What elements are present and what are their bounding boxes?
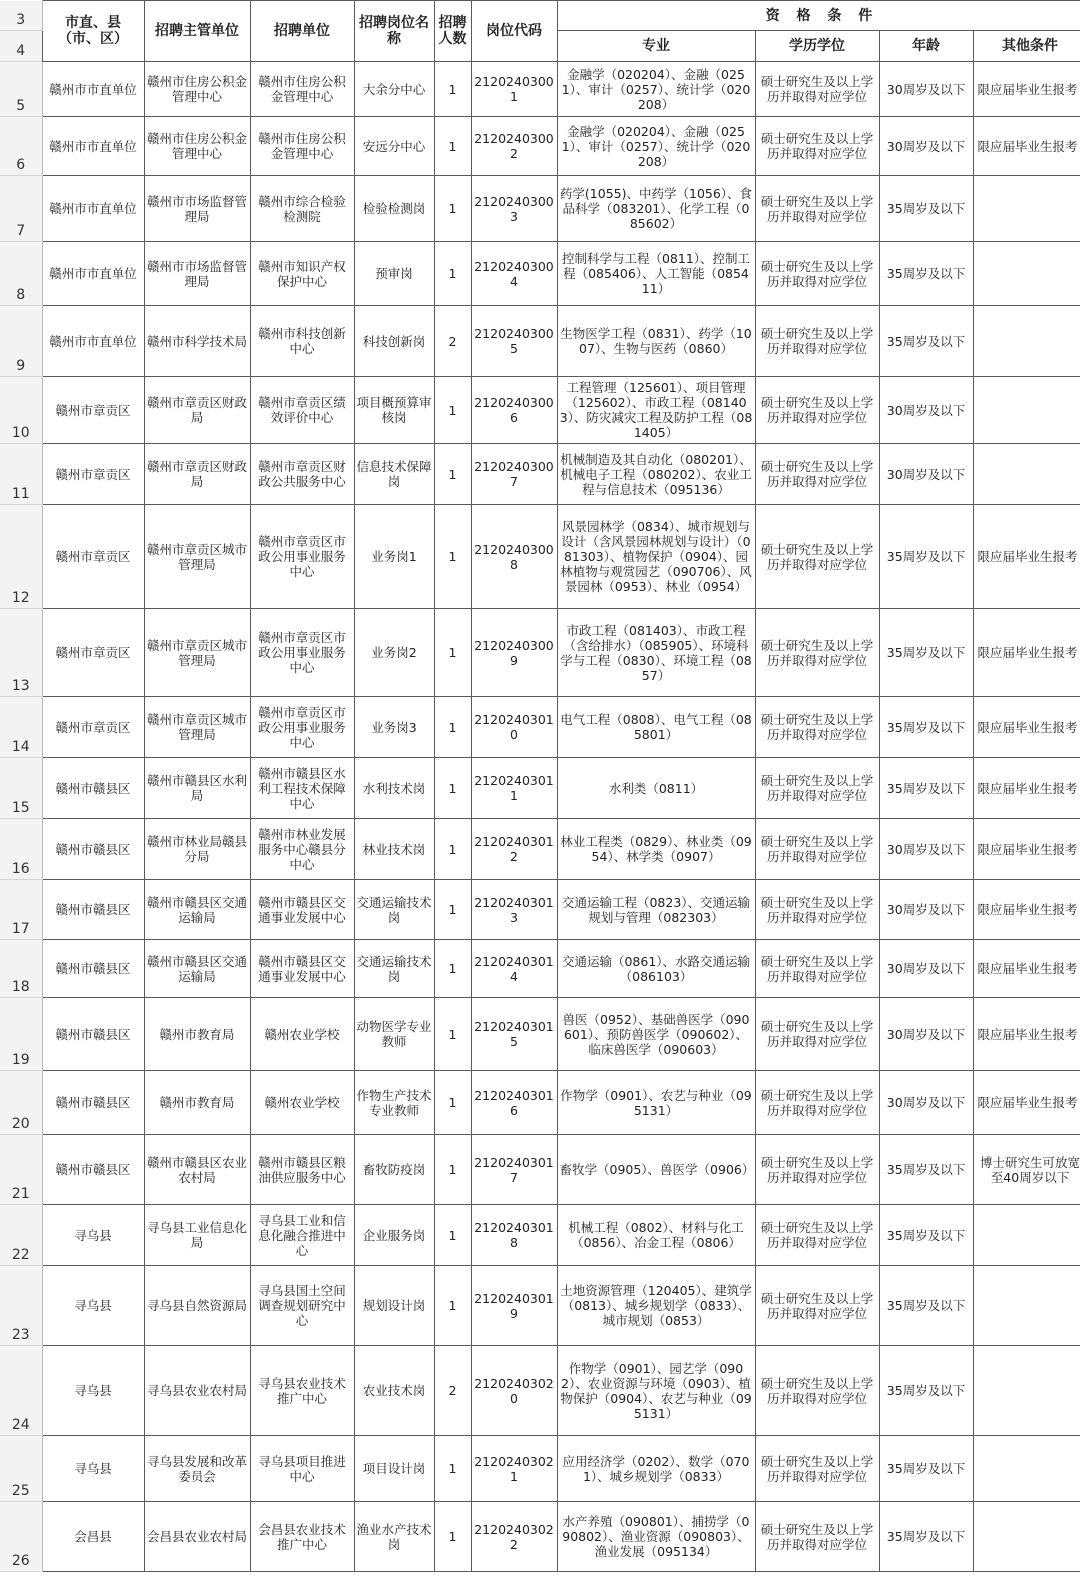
cell-num[interactable]: 1 (434, 1135, 471, 1205)
cell-dept[interactable]: 会昌县农业农村局 (144, 1502, 250, 1572)
cell-unit[interactable]: 赣州市赣县区水利工程技术保障中心 (250, 758, 354, 819)
cell-degree[interactable]: 硕士研究生及以上学历并取得对应学位 (755, 306, 879, 377)
cell-age[interactable]: 35周岁及以下 (879, 1436, 973, 1502)
cell-code[interactable]: 21202403020 (471, 1346, 557, 1436)
cell-other[interactable]: 限应届毕业生报考 (973, 819, 1080, 880)
cell-age[interactable]: 35周岁及以下 (879, 306, 973, 377)
cell-other[interactable] (973, 1266, 1080, 1346)
row-number[interactable]: 5 (0, 62, 42, 117)
cell-other[interactable]: 限应届毕业生报考 (973, 940, 1080, 998)
cell-post[interactable]: 交通运输技术岗 (354, 880, 434, 940)
cell-major[interactable]: 生物医学工程（0831）、药学（1007）、生物与医药（0860） (557, 306, 755, 377)
cell-other[interactable] (973, 1205, 1080, 1266)
cell-age[interactable]: 35周岁及以下 (879, 1502, 973, 1572)
cell-code[interactable]: 21202403010 (471, 697, 557, 758)
row-number[interactable]: 24 (0, 1346, 42, 1436)
cell-unit[interactable]: 赣州市赣县区交通事业发展中心 (250, 880, 354, 940)
table-row (0, 444, 1080, 505)
row-number[interactable]: 4 (0, 31, 42, 62)
cell-post[interactable]: 畜牧防疫岗 (354, 1135, 434, 1205)
cell-num[interactable]: 2 (434, 1346, 471, 1436)
header-code: 岗位代码 (471, 1, 557, 62)
cell-code[interactable]: 21202403003 (471, 176, 557, 242)
cell-major[interactable]: 机械制造及其自动化（080201）、机械电子工程（080202）、农业工程与信息技术（095136） (557, 444, 755, 505)
cell-dept[interactable]: 寻乌县农业农村局 (144, 1346, 250, 1436)
row-number[interactable]: 8 (0, 242, 42, 306)
cell-code[interactable]: 21202403012 (471, 819, 557, 880)
table-row (0, 1266, 1080, 1346)
table-row (0, 1135, 1080, 1205)
cell-num[interactable]: 1 (434, 242, 471, 306)
cell-unit[interactable]: 赣州市章贡区绩效评价中心 (250, 377, 354, 444)
cell-unit[interactable]: 赣州农业学校 (250, 998, 354, 1071)
cell-degree[interactable]: 硕士研究生及以上学历并取得对应学位 (755, 62, 879, 117)
cell-dept[interactable]: 赣州市住房公积金管理中心 (144, 117, 250, 176)
cell-county[interactable]: 赣州市市直单位 (42, 117, 144, 176)
cell-other[interactable]: 限应届毕业生报考 (973, 117, 1080, 176)
row-number[interactable]: 26 (0, 1502, 42, 1572)
cell-degree[interactable]: 硕士研究生及以上学历并取得对应学位 (755, 505, 879, 609)
cell-unit[interactable]: 会昌县农业技术推广中心 (250, 1502, 354, 1572)
row-number[interactable]: 12 (0, 505, 42, 609)
cell-major[interactable]: 作物学（0901）、农艺与种业（095131） (557, 1071, 755, 1135)
cell-post[interactable]: 大余分中心 (354, 62, 434, 117)
cell-age[interactable]: 35周岁及以下 (879, 1346, 973, 1436)
cell-post[interactable]: 农业技术岗 (354, 1346, 434, 1436)
cell-county[interactable]: 赣州市赣县区 (42, 1135, 144, 1205)
cell-age[interactable]: 30周岁及以下 (879, 1071, 973, 1135)
cell-degree[interactable]: 硕士研究生及以上学历并取得对应学位 (755, 242, 879, 306)
cell-dept[interactable]: 赣州市住房公积金管理中心 (144, 62, 250, 117)
cell-county[interactable]: 会昌县 (42, 1502, 144, 1572)
cell-code[interactable]: 21202403014 (471, 940, 557, 998)
cell-unit[interactable]: 赣州市综合检验检测院 (250, 176, 354, 242)
cell-degree[interactable]: 硕士研究生及以上学历并取得对应学位 (755, 1346, 879, 1436)
cell-degree[interactable]: 硕士研究生及以上学历并取得对应学位 (755, 880, 879, 940)
cell-dept[interactable]: 赣州市市场监督管理局 (144, 242, 250, 306)
header-qualifications: 资 格 条 件 (557, 1, 1080, 31)
cell-age[interactable]: 35周岁及以下 (879, 1205, 973, 1266)
cell-post[interactable]: 业务岗1 (354, 505, 434, 609)
cell-dept[interactable]: 赣州市赣县区农业农村局 (144, 1135, 250, 1205)
table-row (0, 377, 1080, 444)
cell-county[interactable]: 赣州市赣县区 (42, 940, 144, 998)
cell-dept[interactable]: 赣州市章贡区城市管理局 (144, 697, 250, 758)
cell-post[interactable]: 检验检测岗 (354, 176, 434, 242)
cell-age[interactable]: 35周岁及以下 (879, 697, 973, 758)
table-row (0, 609, 1080, 697)
cell-code[interactable]: 21202403011 (471, 758, 557, 819)
row-number[interactable]: 21 (0, 1135, 42, 1205)
cell-major[interactable]: 市政工程（081403）、市政工程（含给排水）（085905）、环境科学与工程（0830）、环境工程（0857） (557, 609, 755, 697)
cell-num[interactable]: 1 (434, 998, 471, 1071)
row-number[interactable]: 15 (0, 758, 42, 819)
cell-num[interactable]: 1 (434, 819, 471, 880)
cell-dept[interactable]: 寻乌县自然资源局 (144, 1266, 250, 1346)
row-number[interactable]: 6 (0, 117, 42, 176)
cell-major[interactable]: 风景园林学（0834）、城市规划与设计（含风景园林规划与设计）（081303）、植物保护（0904）、园林植物与观赏园艺（090706）、风景园林（0953）、林业（0954） (557, 505, 755, 609)
cell-other[interactable]: 限应届毕业生报考 (973, 609, 1080, 697)
cell-unit[interactable]: 赣州市住房公积金管理中心 (250, 62, 354, 117)
cell-degree[interactable]: 硕士研究生及以上学历并取得对应学位 (755, 1436, 879, 1502)
cell-code[interactable]: 21202403007 (471, 444, 557, 505)
cell-post[interactable]: 动物医学专业教师 (354, 998, 434, 1071)
header-dept: 招聘主管单位 (144, 1, 250, 62)
cell-code[interactable]: 21202403021 (471, 1436, 557, 1502)
table-row (0, 62, 1080, 117)
cell-major[interactable]: 控制科学与工程（0811）、控制工程（085406）、人工智能（085411） (557, 242, 755, 306)
cell-degree[interactable]: 硕士研究生及以上学历并取得对应学位 (755, 1135, 879, 1205)
cell-other[interactable] (973, 444, 1080, 505)
cell-age[interactable]: 35周岁及以下 (879, 609, 973, 697)
cell-other[interactable]: 博士研究生可放宽至40周岁以下 (973, 1135, 1080, 1205)
header-age: 年龄 (879, 31, 973, 62)
cell-code[interactable]: 21202403018 (471, 1205, 557, 1266)
cell-num[interactable]: 1 (434, 117, 471, 176)
cell-major[interactable]: 林业工程类（0829）、林业类（0954）、林学类（0907） (557, 819, 755, 880)
cell-age[interactable]: 30周岁及以下 (879, 940, 973, 998)
cell-county[interactable]: 寻乌县 (42, 1346, 144, 1436)
cell-post[interactable]: 项目设计岗 (354, 1436, 434, 1502)
cell-unit[interactable]: 赣州市科技创新中心 (250, 306, 354, 377)
cell-other[interactable] (973, 377, 1080, 444)
cell-degree[interactable]: 硕士研究生及以上学历并取得对应学位 (755, 117, 879, 176)
cell-unit[interactable]: 赣州市赣县区交通事业发展中心 (250, 940, 354, 998)
cell-age[interactable]: 35周岁及以下 (879, 1135, 973, 1205)
cell-code[interactable]: 21202403016 (471, 1071, 557, 1135)
cell-unit[interactable]: 寻乌县项目推进中心 (250, 1436, 354, 1502)
cell-code[interactable]: 21202403002 (471, 117, 557, 176)
cell-county[interactable]: 赣州市章贡区 (42, 377, 144, 444)
cell-code[interactable]: 21202403019 (471, 1266, 557, 1346)
row-number[interactable]: 7 (0, 176, 42, 242)
cell-county[interactable]: 寻乌县 (42, 1205, 144, 1266)
cell-degree[interactable]: 硕士研究生及以上学历并取得对应学位 (755, 609, 879, 697)
cell-num[interactable]: 1 (434, 1436, 471, 1502)
cell-major[interactable]: 土地资源管理（120405）、建筑学（0813）、城乡规划学（0833）、城市规划（0853） (557, 1266, 755, 1346)
cell-degree[interactable]: 硕士研究生及以上学历并取得对应学位 (755, 697, 879, 758)
cell-other[interactable] (973, 1346, 1080, 1436)
cell-other[interactable]: 限应届毕业生报考 (973, 697, 1080, 758)
cell-age[interactable]: 30周岁及以下 (879, 62, 973, 117)
cell-county[interactable]: 赣州市市直单位 (42, 242, 144, 306)
cell-major[interactable]: 交通运输（0861）、水路交通运输（086103） (557, 940, 755, 998)
row-number[interactable]: 10 (0, 377, 42, 444)
cell-age[interactable]: 30周岁及以下 (879, 998, 973, 1071)
header-degree: 学历学位 (755, 31, 879, 62)
cell-dept[interactable]: 赣州市赣县区水利局 (144, 758, 250, 819)
cell-post[interactable]: 安远分中心 (354, 117, 434, 176)
cell-degree[interactable]: 硕士研究生及以上学历并取得对应学位 (755, 176, 879, 242)
cell-other[interactable] (973, 176, 1080, 242)
cell-dept[interactable]: 赣州市教育局 (144, 998, 250, 1071)
cell-major[interactable]: 金融学（020204）、金融（0251）、审计（0257）、统计学（020208） (557, 117, 755, 176)
table-row (0, 758, 1080, 819)
cell-degree[interactable]: 硕士研究生及以上学历并取得对应学位 (755, 444, 879, 505)
cell-dept[interactable]: 赣州市章贡区财政局 (144, 444, 250, 505)
row-number[interactable]: 20 (0, 1071, 42, 1135)
cell-unit[interactable]: 赣州市赣县区粮油供应服务中心 (250, 1135, 354, 1205)
cell-county[interactable]: 赣州市章贡区 (42, 444, 144, 505)
cell-code[interactable]: 21202403006 (471, 377, 557, 444)
cell-unit[interactable]: 寻乌县农业技术推广中心 (250, 1346, 354, 1436)
cell-code[interactable]: 21202403005 (471, 306, 557, 377)
row-number[interactable]: 18 (0, 940, 42, 998)
cell-post[interactable]: 业务岗3 (354, 697, 434, 758)
cell-other[interactable]: 限应届毕业生报考 (973, 505, 1080, 609)
cell-age[interactable]: 30周岁及以下 (879, 117, 973, 176)
cell-other[interactable]: 限应届毕业生报考 (973, 998, 1080, 1071)
cell-code[interactable]: 21202403001 (471, 62, 557, 117)
cell-num[interactable]: 2 (434, 306, 471, 377)
cell-age[interactable]: 35周岁及以下 (879, 242, 973, 306)
cell-post[interactable]: 预审岗 (354, 242, 434, 306)
cell-county[interactable]: 赣州市赣县区 (42, 880, 144, 940)
cell-num[interactable]: 1 (434, 505, 471, 609)
header-unit: 招聘单位 (250, 1, 354, 62)
cell-other[interactable] (973, 306, 1080, 377)
cell-post[interactable]: 信息技术保障岗 (354, 444, 434, 505)
table-row (0, 1502, 1080, 1572)
cell-dept[interactable]: 赣州市林业局赣县分局 (144, 819, 250, 880)
row-number[interactable]: 3 (0, 1, 42, 31)
row-number[interactable]: 14 (0, 697, 42, 758)
table-row (0, 940, 1080, 998)
cell-degree[interactable]: 硕士研究生及以上学历并取得对应学位 (755, 1266, 879, 1346)
cell-dept[interactable]: 寻乌县发展和改革委员会 (144, 1436, 250, 1502)
cell-major[interactable]: 水产养殖（090801）、捕捞学（090802）、渔业资源（090803）、渔业发展（095134） (557, 1502, 755, 1572)
cell-num[interactable]: 1 (434, 62, 471, 117)
cell-age[interactable]: 35周岁及以下 (879, 505, 973, 609)
cell-dept[interactable]: 赣州市市场监督管理局 (144, 176, 250, 242)
row-number[interactable]: 17 (0, 880, 42, 940)
cell-degree[interactable]: 硕士研究生及以上学历并取得对应学位 (755, 1205, 879, 1266)
header-num: 招聘人数 (434, 1, 471, 62)
cell-dept[interactable]: 赣州市章贡区城市管理局 (144, 609, 250, 697)
cell-unit[interactable]: 赣州市章贡区市政公用事业服务中心 (250, 505, 354, 609)
row-number[interactable]: 22 (0, 1205, 42, 1266)
cell-num[interactable]: 1 (434, 377, 471, 444)
cell-county[interactable]: 赣州市市直单位 (42, 306, 144, 377)
table-row (0, 242, 1080, 306)
cell-age[interactable]: 30周岁及以下 (879, 819, 973, 880)
cell-other[interactable]: 限应届毕业生报考 (973, 62, 1080, 117)
table-row (0, 998, 1080, 1071)
cell-county[interactable]: 赣州市赣县区 (42, 1071, 144, 1135)
cell-other[interactable]: 限应届毕业生报考 (973, 1071, 1080, 1135)
table-row (0, 1205, 1080, 1266)
cell-post[interactable]: 交通运输技术岗 (354, 940, 434, 998)
cell-num[interactable]: 1 (434, 1205, 471, 1266)
cell-degree[interactable]: 硕士研究生及以上学历并取得对应学位 (755, 998, 879, 1071)
table-row (0, 176, 1080, 242)
cell-dept[interactable]: 赣州市科学技术局 (144, 306, 250, 377)
cell-dept[interactable]: 寻乌县工业信息化局 (144, 1205, 250, 1266)
cell-dept[interactable]: 赣州市赣县区交通运输局 (144, 940, 250, 998)
cell-unit[interactable]: 赣州市章贡区市政公用事业服务中心 (250, 697, 354, 758)
cell-unit[interactable]: 赣州市住房公积金管理中心 (250, 117, 354, 176)
cell-unit[interactable]: 赣州农业学校 (250, 1071, 354, 1135)
cell-unit[interactable]: 寻乌县国土空间调查规划研究中心 (250, 1266, 354, 1346)
cell-num[interactable]: 1 (434, 940, 471, 998)
row-number[interactable]: 25 (0, 1436, 42, 1502)
cell-degree[interactable]: 硕士研究生及以上学历并取得对应学位 (755, 940, 879, 998)
cell-degree[interactable]: 硕士研究生及以上学历并取得对应学位 (755, 758, 879, 819)
cell-major[interactable]: 工程管理（125601）、项目管理（125602）、市政工程（081403）、防灾减灾工程及防护工程（081405） (557, 377, 755, 444)
cell-county[interactable]: 赣州市市直单位 (42, 176, 144, 242)
cell-county[interactable]: 赣州市章贡区 (42, 505, 144, 609)
cell-num[interactable]: 1 (434, 609, 471, 697)
cell-age[interactable]: 35周岁及以下 (879, 176, 973, 242)
header-other: 其他条件 (973, 31, 1080, 62)
cell-dept[interactable]: 赣州市赣县区交通运输局 (144, 880, 250, 940)
cell-major[interactable]: 机械工程（0802）、材料与化工（0856）、冶金工程（0806） (557, 1205, 755, 1266)
cell-age[interactable]: 35周岁及以下 (879, 758, 973, 819)
cell-age[interactable]: 30周岁及以下 (879, 377, 973, 444)
cell-num[interactable]: 1 (434, 758, 471, 819)
cell-other[interactable] (973, 1436, 1080, 1502)
cell-county[interactable]: 赣州市赣县区 (42, 998, 144, 1071)
cell-other[interactable]: 限应届毕业生报考 (973, 758, 1080, 819)
cell-code[interactable]: 21202403013 (471, 880, 557, 940)
cell-other[interactable] (973, 242, 1080, 306)
cell-county[interactable]: 赣州市章贡区 (42, 609, 144, 697)
cell-other[interactable]: 限应届毕业生报考 (973, 880, 1080, 940)
table-row (0, 117, 1080, 176)
cell-unit[interactable]: 寻乌县工业和信息化融合推进中心 (250, 1205, 354, 1266)
table-row (0, 306, 1080, 377)
cell-num[interactable]: 1 (434, 444, 471, 505)
cell-code[interactable]: 21202403015 (471, 998, 557, 1071)
cell-degree[interactable]: 硕士研究生及以上学历并取得对应学位 (755, 1502, 879, 1572)
cell-unit[interactable]: 赣州市章贡区财政公共服务中心 (250, 444, 354, 505)
cell-post[interactable]: 渔业水产技术岗 (354, 1502, 434, 1572)
cell-num[interactable]: 1 (434, 1071, 471, 1135)
cell-county[interactable]: 赣州市市直单位 (42, 62, 144, 117)
cell-post[interactable]: 科技创新岗 (354, 306, 434, 377)
cell-degree[interactable]: 硕士研究生及以上学历并取得对应学位 (755, 1071, 879, 1135)
cell-dept[interactable]: 赣州市章贡区财政局 (144, 377, 250, 444)
cell-major[interactable]: 畜牧学（0905）、兽医学（0906） (557, 1135, 755, 1205)
table-row (0, 697, 1080, 758)
cell-dept[interactable]: 赣州市章贡区城市管理局 (144, 505, 250, 609)
cell-major[interactable]: 水利类（0811） (557, 758, 755, 819)
row-number[interactable]: 16 (0, 819, 42, 880)
cell-code[interactable]: 21202403004 (471, 242, 557, 306)
header-post: 招聘岗位名称 (354, 1, 434, 62)
cell-other[interactable] (973, 1502, 1080, 1572)
cell-county[interactable]: 赣州市赣县区 (42, 758, 144, 819)
table-row (0, 1436, 1080, 1502)
row-number[interactable]: 11 (0, 444, 42, 505)
cell-post[interactable]: 林业技术岗 (354, 819, 434, 880)
cell-major[interactable]: 应用经济学（0202）、数学（0701）、城乡规划学（0833） (557, 1436, 755, 1502)
cell-major[interactable]: 兽医（0952）、基础兽医学（090601）、预防兽医学（090602）、临床兽医学（090603） (557, 998, 755, 1071)
cell-major[interactable]: 电气工程（0808）、电气工程（085801） (557, 697, 755, 758)
table-body (0, 62, 1080, 1572)
cell-county[interactable]: 赣州市赣县区 (42, 819, 144, 880)
table-row (0, 505, 1080, 609)
cell-post[interactable]: 规划设计岗 (354, 1266, 434, 1346)
cell-code[interactable]: 21202403022 (471, 1502, 557, 1572)
cell-post[interactable]: 作物生产技术专业教师 (354, 1071, 434, 1135)
cell-num[interactable]: 1 (434, 697, 471, 758)
cell-age[interactable]: 30周岁及以下 (879, 444, 973, 505)
cell-code[interactable]: 21202403009 (471, 609, 557, 697)
table-row (0, 819, 1080, 880)
row-number[interactable]: 23 (0, 1266, 42, 1346)
cell-post[interactable]: 企业服务岗 (354, 1205, 434, 1266)
cell-post[interactable]: 水利技术岗 (354, 758, 434, 819)
cell-degree[interactable]: 硕士研究生及以上学历并取得对应学位 (755, 819, 879, 880)
cell-code[interactable]: 21202403017 (471, 1135, 557, 1205)
cell-age[interactable]: 35周岁及以下 (879, 1266, 973, 1346)
cell-num[interactable]: 1 (434, 1266, 471, 1346)
row-number[interactable]: 9 (0, 306, 42, 377)
cell-county[interactable]: 赣州市章贡区 (42, 697, 144, 758)
cell-county[interactable]: 寻乌县 (42, 1436, 144, 1502)
cell-unit[interactable]: 赣州市知识产权保护中心 (250, 242, 354, 306)
row-number[interactable]: 19 (0, 998, 42, 1071)
cell-age[interactable]: 30周岁及以下 (879, 880, 973, 940)
cell-num[interactable]: 1 (434, 1502, 471, 1572)
cell-num[interactable]: 1 (434, 176, 471, 242)
header-major: 专业 (557, 31, 755, 62)
cell-unit[interactable]: 赣州市林业发展服务中心赣县分中心 (250, 819, 354, 880)
header-county: 市直、县（市、区） (42, 1, 144, 62)
cell-major[interactable]: 药学(1055)、中药学（1056）、食品科学（083201）、化学工程（085602） (557, 176, 755, 242)
table-row (0, 1346, 1080, 1436)
cell-major[interactable]: 金融学（020204）、金融（0251）、审计（0257）、统计学（020208） (557, 62, 755, 117)
cell-county[interactable]: 寻乌县 (42, 1266, 144, 1346)
cell-unit[interactable]: 赣州市章贡区市政公用事业服务中心 (250, 609, 354, 697)
cell-degree[interactable]: 硕士研究生及以上学历并取得对应学位 (755, 377, 879, 444)
table-row (0, 880, 1080, 940)
cell-dept[interactable]: 赣州市教育局 (144, 1071, 250, 1135)
cell-code[interactable]: 21202403008 (471, 505, 557, 609)
cell-post[interactable]: 项目概预算审核岗 (354, 377, 434, 444)
cell-major[interactable]: 交通运输工程（0823）、交通运输规划与管理（082303） (557, 880, 755, 940)
cell-post[interactable]: 业务岗2 (354, 609, 434, 697)
row-number[interactable]: 13 (0, 609, 42, 697)
cell-major[interactable]: 作物学（0901）、园艺学（0902）、农业资源与环境（0903）、植物保护（0904）、农艺与种业（095131） (557, 1346, 755, 1436)
cell-num[interactable]: 1 (434, 880, 471, 940)
table-row (0, 1071, 1080, 1135)
